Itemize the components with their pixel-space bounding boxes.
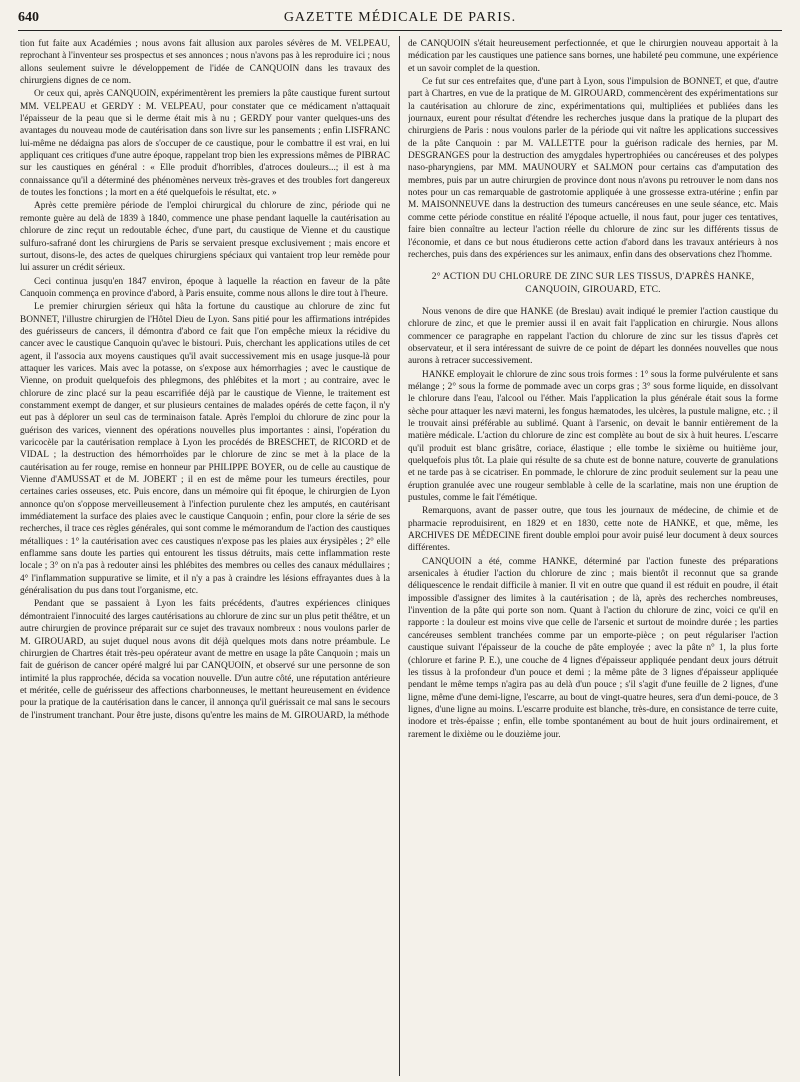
right-column <box>408 38 778 1072</box>
page-header <box>18 8 782 31</box>
paragraph: Nous venons de dire que HANKE (de Breslau) avait indiqué le premier l'action caustique du chlorure de zinc, et que le premier aussi il en avait fait l'application en chirurgie. Nous allons commencer ce paragraphe en rappelant l'action du chlorure de zinc sur les tissus d'après cet observateur, et il sera intéressant de suivre de ce point de départ les données nouvelles que nous aurons à retracer successivement. <box>408 306 778 367</box>
paragraph: tion fut faite aux Académies ; nous avons fait allusion aux paroles sévères de M. VELPEAU, reprochant à l'inventeur ses prospectus et ses annonces ; nous n'avons pas à les reproduire ici ; nous allons seulement suivre le développement de l'idée de CANQUOIN dans les travaux des chirurgiens dignes de ce nom. <box>20 39 390 87</box>
paragraph: CANQUOIN a été, comme HANKE, déterminé par l'action funeste des préparations arsenicales à étudier l'action du chlorure de zinc ; mais bientôt il reconnut que sa grande déliquescence le rendait difficile à manier. Il vit en outre que quand il est réduit en poudre, il était impossible d'assigner des limites à la cautérisation ; de là, après des recherches nombreuses, l'invention de la pâte qui porte son nom. Quant à l'action du chlorure de zinc, voici ce qu'il en rapporte : la douleur est moins vive que celle de l'arsenic et surtout de moindre durée ; les parties cancéreuses semblent tranchées comme par un emporte-pièce ; on peut régulariser l'action caustique suivant l'épaisseur de la couche de pâte employée ; avec la pâte n° 1, la plus forte (chlorure et farine P. E.), une couche de 4 lignes d'épaisseur appliquée pendant deux jours détruit les tissus à la profondeur d'un pouce et demi ; la même pâte de 3 lignes d'épaisseur appliquée pendant le même temps n'agira pas au delà d'un pouce ; s'il s'agit d'une feuille de 2 lignes, d'une ligne, même d'une demi-ligne, l'escarre, au bout de vingt-quatre heures, sera d'un demi-pouce, de 3 lignes, d'une ligne au moins. L'escarre produite est blanche, très-dure, en consistance de terre cuite, inodore et très-épaisse ; enfin, elle tombe spontanément au bout de huit jours ordinairement, et rarement le dixième ou le douzième jour. <box>408 556 778 740</box>
left-column <box>20 38 390 1072</box>
paragraph: HANKE employait le chlorure de zinc sous trois formes : 1° sous la forme pulvérulente et sans mélange ; 2° sous la forme de pommade avec un corps gras ; 3° sous forme liquide, en dissolvant le chlorure dans l'eau, l'alcool ou l'éther. Mais l'application la plus générale était sous la forme sèche pour attaquer les nævi materni, les fongus hæmatodes, les ulcères, la pustule maligne, etc. ; il le trouvait ainsi préférable au sublimé. Quant à l'arsenic, on devait le bannir entièrement de la matière médicale. L'action du chlorure de zinc est complète au bout de six à huit heures. L'escarre qu'il produit est blanc grisâtre, coriace, élastique ; elle tombe le sixième ou huitième jour, quelquefois plus tôt. La plaie qui résulte de sa chute est de bonne nature, couverte de granulations et ne tarde pas à se cicatriser. En pommade, le chlorure de zinc produit seulement sur la peau une éruption granulée avec une rougeur semblable à celle de la scarlatine, mais non une éruption de pustules, comme le fait l'émétique. <box>408 369 778 504</box>
section-heading: 2° ACTION DU CHLORURE DE ZINC SUR LES TISSUS, D'APRÈS HANKE, CANQUOIN, GIROUARD, ETC. <box>431 272 755 295</box>
page-number: 640 <box>18 10 39 25</box>
paragraph: de CANQUOIN s'était heureusement perfectionnée, et que le chirurgien nouveau apportait à la médication par les caustiques une patience sans bornes, une habileté peu commune, une expérience et un savoir complet de la question. <box>408 39 778 74</box>
paragraph: Après cette première période de l'emploi chirurgical du chlorure de zinc, période qui ne remonte guère au delà de 1839 à 1840, commence une phase pendant laquelle la cautérisation au chlorure de zinc reçut un redoutable échec, d'une part, du caustique de Vienne et du caustique sulfuro-safrané dont les chirurgiens de Paris se servaient presque exclusivement ; mais encore et surtout, disons-le, des actes de quelques chirurgiens spéciaux qui vantaient trop leur remède pour lui assurer un crédit sérieux. <box>20 201 390 274</box>
paragraph: Pendant que se passaient à Lyon les faits précédents, d'autres expériences cliniques démontraient l'innocuité des larges cautérisations au chlorure de zinc sur un plus petit théâtre, et un autre chirurgien de province préparait sur ce sujet des travaux nombreux : nous voulons parler de M. GIROUARD, au sujet duquel nous avons dit déjà quelques mots dans notre préambule. Le chirurgien de Chartres était très-peu opérateur avant de mettre en usage la pâte Canquoin ; mais un fait de guérison de cancer opéré malgré lui par CANQUOIN, et observé sur une personne de son intimité la plus rapprochée, décida sa vocation nouvelle. D'un autre côté, une réputation antérieure et méritée, celle de guérisseur des affections charbonneuses, le mettant heureusement en évidence pour la pratique de la cautérisation dans le cancer, il annonça qu'il guérissait ce mal sans le secours de l'instrument tranchant. Pour être juste, disons qu'entre les mains de M. GIROUARD, la méthode <box>20 599 390 721</box>
paragraph: Le premier chirurgien sérieux qui hâta la fortune du caustique au chlorure de zinc fut BONNET, l'illustre chirurgien de l'Hôtel Dieu de Lyon. Sans pitié pour les affirmations intrépides des guérisseurs de cancers, il démontra d'abord ce fait que l'on empêche mieux la récidive du cancer avec le caustique Canquoin qu'avec le bistouri. Puis, cherchant les applications utiles de cet agent, il l'associa aux moyens caustiques qu'il avait successivement mis en usage jusque-là pour attaquer les varices. Mais avec la potasse, on s'expose aux hémorrhagies ; avec le caustique de Vienne, on produit quelquefois des phlegmons, des phlébites et la mort ; au contraire, avec le chlorure de zinc placé sur la peau escarrifiée déjà par le caustique de Vienne, le traitement est constamment exempt de danger, et sur plusieurs centaines de malades opérés de cette façon, il n'y eut pas à déplorer un seul cas de terminaison fatale. Après l'emploi du chlorure de zinc pour la guérison des varices, viennent des opérations nouvelles plus importantes : ainsi, l'opération du varicocèle par la cautérisation remplace à Lyon les procédés de BRESCHET, de RICORD et de VIDAL ; la destruction des hémorrhoïdes par le chlorure de zinc se met à la place de la cautérisation au fer rouge, remise en honneur par PHILIPPE BOYER, ou de celle au caustique de Vienne d'AMUSSAT et de M. JOBERT ; il en est de même pour les tumeurs érectiles, pour certaines caries osseuses, etc. Puis encore, dans un mémoire qui fit époque, le chirurgien de Lyon annonce qu'on s'oppose merveilleusement à l'infection purulente chez les amputés, en cautérisant immédiatement la surface des plaies avec le caustique Canquoin ; enfin, pour clore la série de ses recherches, il trace ces règles générales, qui sont comme le mémorandum de l'action des caustiques métalliques : 1° la cautérisation avec ces caustiques n'expose pas les plaies aux érysipèles ; 2° elle enflamme sans doute les parties qui entourent les tissus détruits, mais cette inflammation reste locale ; 3° on n'a pas à redouter ainsi les phlébites des membres ou celles des canaux médullaires ; 4° l'inflammation suppurative se limite, et il n'y a pas à craindre les lésions effrayantes dues à la généralisation du pus dans tout l'organisme, etc. <box>20 302 390 597</box>
running-title: GAZETTE MÉDICALE DE PARIS. <box>283 10 517 25</box>
paragraph: Ceci continua jusqu'en 1847 environ, époque à laquelle la réaction en faveur de la pâte Canquoin commença en province d'abord, à Paris ensuite, comme nous allons le dire tout à l'heure. <box>20 276 390 299</box>
column-divider <box>399 36 400 1076</box>
paragraph: Or ceux qui, après CANQUOIN, expérimentèrent les premiers la pâte caustique furent surtout MM. VELPEAU et GERDY : M. VELPEAU, pour constater que ce médicament n'attaquait l'épaisseur de la peau que si le derme était mis à nu ; GERDY pour vanter quelques-uns des avantages du nouveau mode de cautérisation dans son livre sur les pansements ; enfin LISFRANC lui-même ne dédaigna pas alors de s'occuper de ce caustique, pour le combattre il est vrai, en lui appliquant ces critiques d'une autre époque, rappelant trop bien les expressions mêmes de PIBRAC sur les caustiques en général : « Elle produit d'horribles, d'atroces douleurs...; il est à ma connaissance qu'il a déterminé des phénomènes nerveux très-graves et des troubles fort dangereux de toutes les fonctions ; la mort en a été quelquefois le résultat, etc. » <box>20 89 390 199</box>
paragraph: Ce fut sur ces entrefaites que, d'une part à Lyon, sous l'impulsion de BONNET, et que, d'autre part à Chartres, en vue de la pratique de M. GIROUARD, commencèrent des expérimentations sur la cautérisation au chlorure de zinc, expérimentations qui, multipliées et publiées dans les journaux, eurent pour résultat d'étendre les recherches jusque dans la pratique de la plupart des chirurgiens de Paris : nous voulons parler de la période qui vit naître les applications successives de la pâte Canquoin : par M. VALLETTE pour la guérison radicale des hernies, par M. DESGRANGES pour la destruction des amygdales hypertrophiées ou cancéreuses et des polypes naso-pharyngiens, par MM. MAUNOURY et SALMON pour certains cas d'amputation des membres, puis par un autre chirurgien de province dont nous n'avons pu retrouver le nom dans nos notes pour un cas remarquable de gastrotomie appliquée à une grossesse extra-utérine ; enfin par M. MAISONNEUVE dans la destruction des tumeurs cancéreuses en une seule séance, etc. Mais comme cette période constitue en réalité l'époque actuelle, il nous faut, pour juger ces tentatives, faire bien connaître au lecteur l'action réelle du chlorure de zinc sur les différents tissus de l'économie, et dans ce but nous étudierons cette action d'abord dans les travaux antérieurs à nos recherches, puis dans des expériences sur les animaux, enfin dans des observations chez l'homme. <box>408 77 778 260</box>
paragraph: Remarquons, avant de passer outre, que tous les journaux de médecine, de chimie et de pharmacie reproduisirent, en 1829 et en 1830, cette note de HANKE, et que, même, les ARCHIVES DE MÉDECINE firent double emploi pour avoir puisé leur document à deux sources différentes. <box>408 506 778 554</box>
